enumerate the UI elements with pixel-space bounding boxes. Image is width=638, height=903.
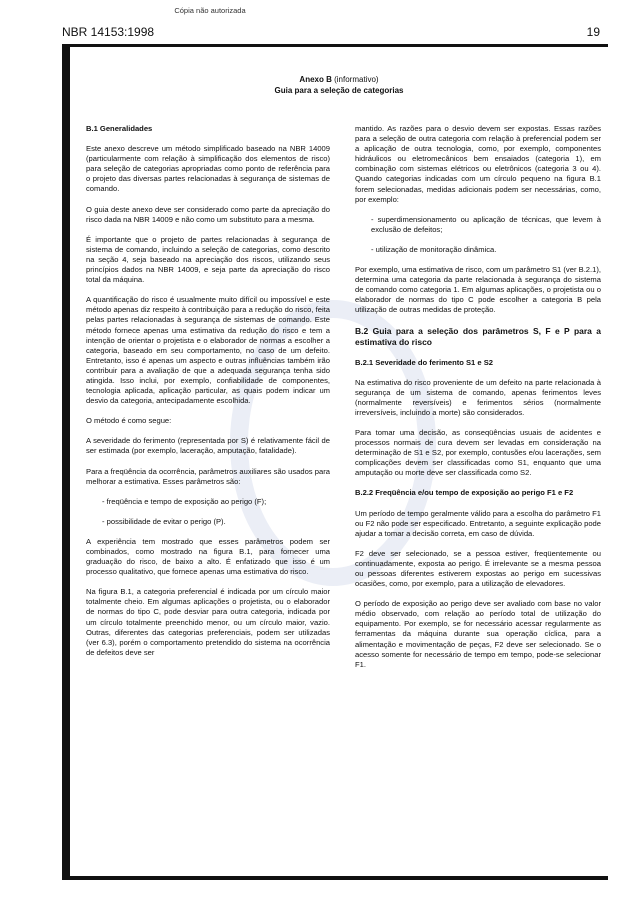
bottom-frame-bar xyxy=(62,876,608,880)
paragraph: Na figura B.1, a categoria preferencial é indicada por um círculo maior totalmente cheio. Em algumas aplicações o projetista, ou o elaborador de normas do tipo C, pode desviar para outra categoria, indicada por um círculo totalmente preenchido menor, ou um círculo maior, vazio. Outras, diferentes das categorias preferenciais, podem ser utilizadas (ver 6.3), porém o comportamento pretendido do sistema na ocorrência de defeitos deve ser xyxy=(86,587,330,657)
paragraph: Na estimativa do risco proveniente de um defeito na parte relacionada à segurança de um sistema de comando, apenas ferimentos leves (normalmente reversíveis) e ferimentos sérios (normalmente irreversíveis, incluindo a morte) são considerados. xyxy=(355,377,601,417)
annex-heading xyxy=(70,74,608,96)
left-frame-bar xyxy=(62,44,70,880)
list-item: - utilização de monitoração dinâmica. xyxy=(371,244,497,254)
section-heading: B.1 Generalidades xyxy=(86,124,153,133)
paragraph: A experiência tem mostrado que esses parâmetros podem ser combinados, como mostrado na figura B.1, para fornecer uma graduação do risco, de baixo a alto. É enfatizado que isso é um processo qualitativo, que fornece apenas uma estimativa do risco. xyxy=(86,536,330,577)
list-item: - possibilidade de evitar o perigo (P). xyxy=(102,516,226,526)
left-column xyxy=(86,124,330,668)
right-column xyxy=(355,124,601,680)
paragraph: O método é como segue: xyxy=(86,416,172,426)
paragraph: O guia deste anexo deve ser considerado como parte da apreciação do risco dada na NBR 14009 e não como um substituto para a mesma. xyxy=(86,204,330,224)
page-header xyxy=(62,25,600,43)
header-rule xyxy=(62,44,608,47)
paragraph: A quantificação do risco é usualmente muito difícil ou impossível e este método apenas diz respeito à contribuição para a redução do risco, feita pelas partes relacionadas à segurança de sistemas de comando. Este método fornece apenas uma estimativa da redução do risco e tem a intenção de orientar o projetista e o elaborador de normas a escolher a categoria, baseado em seu comportamento, no caso de um defeito. Entretanto, isso é apenas um aspecto e outras influências também irão contribuir para a avaliação de que a adequada segurança tenha sido atingida. Isso inclui, por exemplo, confiabilidade de componentes, tecnologia aplicada, aplicação particular, as quais podem indicar um desvio da categoria, antecipadamente escolhida. xyxy=(86,295,330,406)
annex-title-label: Anexo B xyxy=(299,75,332,84)
paragraph: Este anexo descreve um método simplificado baseado na NBR 14009 (particularmente com relação à simplificação dos elementos de risco) para seleção de categorias apropriadas como ponto de referência para o projeto das diversas partes relacionadas à segurança de sistemas de comando. xyxy=(86,144,330,194)
list-item: - freqüência e tempo de exposição ao perigo (F); xyxy=(102,496,267,506)
paragraph: É importante que o projeto de partes relacionadas à segurança de sistema de comando, incluindo a seleção de categorias, como descrito na seção 4, seja baseado na apreciação dos riscos, utilizando seus princípios dados na NBR 14009, e seja parte da apreciação do risco total da máquina. xyxy=(86,234,330,285)
paragraph: Por exemplo, uma estimativa de risco, com um parâmetro S1 (ver B.2.1), determina uma categoria da parte relacionada à segurança do sistema de comando como categoria 1. Em algumas aplicações, o projetista ou o elaborador de normas do tipo C pode escolher a categoria B pela utilização de outras medidas de proteção. xyxy=(355,265,601,315)
paragraph: Para a freqüência da ocorrência, parâmetros auxiliares são usados para melhorar a estimativa. Esses parâmetros são: xyxy=(86,466,330,486)
paragraph: A severidade do ferimento (representada por S) é relativamente fácil de ser estimada (por exemplo, laceração, amputação, fatalidade). xyxy=(86,436,330,456)
paragraph: O período de exposição ao perigo deve ser avaliado com base no valor médio observado, com relação ao período total de utilização do equipamento. Por exemplo, se for necessário acessar regularmente as ferramentas da máquina durante sua operação cíclica, para a alimentação e movimentação de peças, F2 deve ser selecionado. Se o acesso somente for necessário de tempo em tempo, pode-se selecionar F1. xyxy=(355,599,601,669)
section-heading: B.2.2 Freqüência e/ou tempo de exposição ao perigo F1 e F2 xyxy=(355,488,574,498)
paragraph: mantido. As razões para o desvio devem ser expostas. Essas razões para a seleção de outra categoria com relação à preferencial podem ser a aplicação de outra tecnologia, como, por exemplo, componentes hidráulicos ou eletromecânicos bem ensaiados (categoria 1), em combinação com sistemas elétricos ou eletrônicos (categoria 3 ou 4). Quando categorias indicadas com um círculo pequeno na figura B.1 forem selecionadas, medidas adicionais podem ser necessárias, como, por exemplo: xyxy=(355,124,601,204)
annex-title xyxy=(70,74,608,85)
annex-subtitle: Guia para a seleção de categorias xyxy=(274,86,404,95)
standard-number: NBR 14153:1998 xyxy=(62,25,155,39)
paragraph: F2 deve ser selecionado, se a pessoa estiver, freqüentemente ou continuadamente, exposta ao perigo. É irrelevante se a mesma pessoa ou pessoas diferentes estiverem expostas ao perigo em sucessivas ocasiões, como, por exemplo, para a utilização de elevadores. xyxy=(355,548,601,589)
watermark-text: Cópia não autorizada xyxy=(174,6,246,15)
section-heading: B.2.1 Severidade do ferimento S1 e S2 xyxy=(355,357,494,367)
page-number: 19 xyxy=(586,25,600,39)
paragraph: Um período de tempo geralmente válido para a escolha do parâmetro F1 ou F2 não pode ser especificado. Entretanto, a seguinte explicação pode ajudar a tomar a decisão correta, em caso de dúvida. xyxy=(355,508,601,538)
annex-title-note: (informativo) xyxy=(334,75,379,84)
paragraph: Para tomar uma decisão, as conseqüências usuais de acidentes e processos normais de cura devem ser levadas em consideração na determinação de S1 e S2, por exemplo, contusões e/ou lacerações, sem complicações devem ser classificadas como S1, enquanto que uma amputação ou morte deve ser classificada como S2. xyxy=(355,427,601,478)
section-heading: B.2 Guia para a seleção dos parâmetros S, F e P para a estimativa do risco xyxy=(355,325,601,347)
list-item: - superdimensionamento ou aplicação de técnicas, que levem à exclusão de defeitos; xyxy=(371,214,601,234)
